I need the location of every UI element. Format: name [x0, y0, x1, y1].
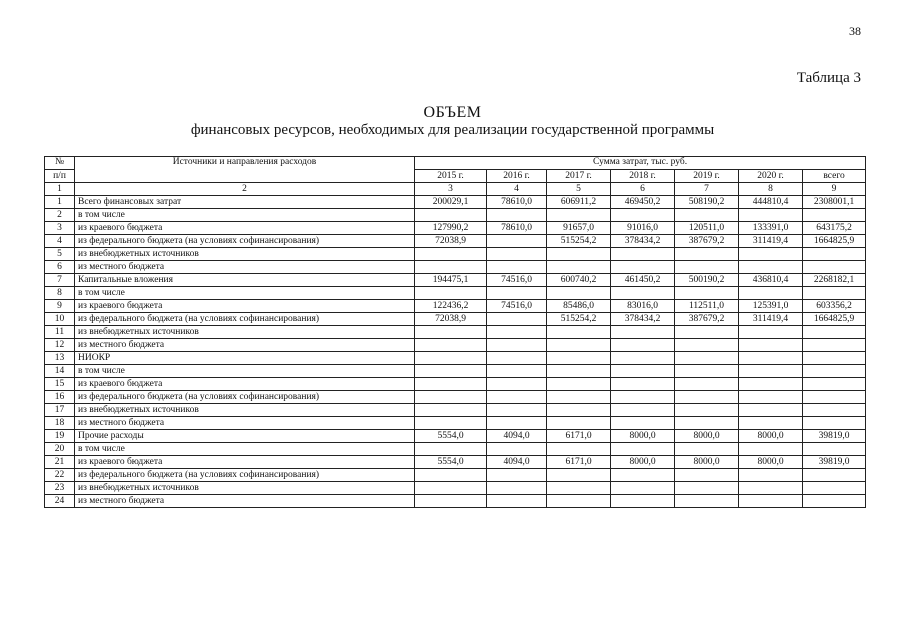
- row-year-value: [547, 391, 611, 404]
- row-number: 6: [45, 261, 75, 274]
- row-year-value: 78610,0: [487, 196, 547, 209]
- row-year-value: [675, 261, 739, 274]
- row-year-value: 8000,0: [739, 456, 803, 469]
- col-number: 3: [415, 183, 487, 196]
- row-total-value: [803, 378, 866, 391]
- col-number: 9: [803, 183, 866, 196]
- row-number: 14: [45, 365, 75, 378]
- row-year-value: [547, 495, 611, 508]
- row-label: из краевого бюджета: [75, 222, 415, 235]
- row-year-value: [547, 482, 611, 495]
- row-total-value: [803, 391, 866, 404]
- row-year-value: [487, 209, 547, 222]
- row-total-value: [803, 469, 866, 482]
- row-year-value: [675, 209, 739, 222]
- row-year-value: [611, 378, 675, 391]
- row-number: 21: [45, 456, 75, 469]
- row-number: 9: [45, 300, 75, 313]
- row-year-value: [487, 261, 547, 274]
- row-year-value: 378434,2: [611, 313, 675, 326]
- header-col-numbers: [45, 183, 866, 196]
- header-num-pp: п/п: [45, 170, 75, 183]
- header-year: 2019 г.: [675, 170, 739, 183]
- table-row: [45, 469, 866, 482]
- header-sources: Источники и направления расходов: [75, 157, 415, 183]
- row-total-value: 643175,2: [803, 222, 866, 235]
- row-label: из федерального бюджета (на условиях софинансирования): [75, 313, 415, 326]
- row-label: из местного бюджета: [75, 417, 415, 430]
- row-year-value: 311419,4: [739, 235, 803, 248]
- row-total-value: [803, 443, 866, 456]
- row-number: 23: [45, 482, 75, 495]
- row-number: 4: [45, 235, 75, 248]
- row-total-value: [803, 404, 866, 417]
- document-subtitle: финансовых ресурсов, необходимых для реализации государственной программы: [190, 122, 715, 138]
- row-year-value: [487, 495, 547, 508]
- row-year-value: [547, 261, 611, 274]
- row-year-value: [547, 339, 611, 352]
- row-year-value: [675, 378, 739, 391]
- row-year-value: [415, 391, 487, 404]
- page-number: 38: [849, 24, 861, 38]
- row-label: Всего финансовых затрат: [75, 196, 415, 209]
- row-year-value: 606911,2: [547, 196, 611, 209]
- table-row: [45, 248, 866, 261]
- row-label: в том числе: [75, 365, 415, 378]
- row-year-value: [415, 469, 487, 482]
- row-label: из федерального бюджета (на условиях софинансирования): [75, 391, 415, 404]
- row-year-value: 127990,2: [415, 222, 487, 235]
- row-year-value: [739, 443, 803, 456]
- row-year-value: 125391,0: [739, 300, 803, 313]
- row-label: из внебюджетных источников: [75, 404, 415, 417]
- row-total-value: [803, 248, 866, 261]
- row-total-value: 39819,0: [803, 456, 866, 469]
- row-year-value: [487, 404, 547, 417]
- row-total-value: 1664825,9: [803, 313, 866, 326]
- row-year-value: [547, 404, 611, 417]
- row-number: 15: [45, 378, 75, 391]
- row-number: 1: [45, 196, 75, 209]
- row-year-value: [547, 365, 611, 378]
- row-year-value: [487, 417, 547, 430]
- table-row: [45, 274, 866, 287]
- row-total-value: 2308001,1: [803, 196, 866, 209]
- row-year-value: [739, 352, 803, 365]
- row-year-value: 387679,2: [675, 313, 739, 326]
- row-year-value: [675, 443, 739, 456]
- row-year-value: [487, 365, 547, 378]
- row-year-value: [739, 378, 803, 391]
- col-number: 1: [45, 183, 75, 196]
- row-year-value: [739, 417, 803, 430]
- row-number: 19: [45, 430, 75, 443]
- row-year-value: [415, 417, 487, 430]
- row-year-value: 311419,4: [739, 313, 803, 326]
- row-year-value: [415, 261, 487, 274]
- row-year-value: 6171,0: [547, 456, 611, 469]
- table-caption: Таблица 3: [796, 70, 861, 86]
- row-year-value: [415, 365, 487, 378]
- row-year-value: [547, 248, 611, 261]
- table-row: [45, 261, 866, 274]
- row-year-value: [547, 326, 611, 339]
- row-year-value: [487, 469, 547, 482]
- row-year-value: [415, 404, 487, 417]
- row-year-value: [675, 469, 739, 482]
- row-year-value: [611, 443, 675, 456]
- row-number: 16: [45, 391, 75, 404]
- row-year-value: 122436,2: [415, 300, 487, 313]
- table-row: [45, 326, 866, 339]
- row-total-value: [803, 365, 866, 378]
- table-row: [45, 443, 866, 456]
- row-year-value: [487, 248, 547, 261]
- row-year-value: [675, 495, 739, 508]
- row-year-value: 6171,0: [547, 430, 611, 443]
- row-year-value: [415, 482, 487, 495]
- row-year-value: [487, 287, 547, 300]
- row-year-value: 8000,0: [675, 456, 739, 469]
- row-label: из внебюджетных источников: [75, 482, 415, 495]
- row-year-value: [487, 391, 547, 404]
- row-year-value: 72038,9: [415, 313, 487, 326]
- table-row: [45, 495, 866, 508]
- row-year-value: 378434,2: [611, 235, 675, 248]
- row-number: 12: [45, 339, 75, 352]
- row-year-value: [739, 365, 803, 378]
- row-year-value: [739, 404, 803, 417]
- row-year-value: [547, 287, 611, 300]
- row-year-value: [611, 391, 675, 404]
- row-number: 20: [45, 443, 75, 456]
- row-label: из местного бюджета: [75, 339, 415, 352]
- row-year-value: [675, 417, 739, 430]
- row-year-value: 91016,0: [611, 222, 675, 235]
- table-row: [45, 313, 866, 326]
- row-year-value: [675, 248, 739, 261]
- row-total-value: 39819,0: [803, 430, 866, 443]
- row-total-value: 603356,2: [803, 300, 866, 313]
- row-year-value: [739, 248, 803, 261]
- row-year-value: [675, 287, 739, 300]
- row-year-value: [739, 391, 803, 404]
- row-year-value: 78610,0: [487, 222, 547, 235]
- row-year-value: [415, 326, 487, 339]
- row-total-value: [803, 482, 866, 495]
- row-year-value: [611, 339, 675, 352]
- row-label: из внебюджетных источников: [75, 248, 415, 261]
- row-label: из местного бюджета: [75, 261, 415, 274]
- row-year-value: [739, 209, 803, 222]
- col-number: 6: [611, 183, 675, 196]
- row-year-value: 4094,0: [487, 430, 547, 443]
- row-year-value: 120511,0: [675, 222, 739, 235]
- row-year-value: 83016,0: [611, 300, 675, 313]
- row-total-value: [803, 339, 866, 352]
- row-total-value: [803, 209, 866, 222]
- header-year: 2018 г.: [611, 170, 675, 183]
- row-year-value: 461450,2: [611, 274, 675, 287]
- row-total-value: [803, 417, 866, 430]
- row-year-value: [547, 352, 611, 365]
- row-total-value: [803, 261, 866, 274]
- row-year-value: [611, 482, 675, 495]
- row-year-value: 436810,4: [739, 274, 803, 287]
- table-row: [45, 287, 866, 300]
- row-year-value: [415, 248, 487, 261]
- row-label: Прочие расходы: [75, 430, 415, 443]
- row-year-value: [611, 352, 675, 365]
- row-label: Капитальные вложения: [75, 274, 415, 287]
- row-year-value: 8000,0: [739, 430, 803, 443]
- header-num: №: [45, 157, 75, 170]
- table-row: [45, 417, 866, 430]
- row-year-value: 600740,2: [547, 274, 611, 287]
- row-year-value: [675, 391, 739, 404]
- table-row: [45, 235, 866, 248]
- row-year-value: [415, 443, 487, 456]
- header-year: 2016 г.: [487, 170, 547, 183]
- row-number: 17: [45, 404, 75, 417]
- row-year-value: 8000,0: [611, 456, 675, 469]
- row-year-value: 515254,2: [547, 235, 611, 248]
- table-row: [45, 456, 866, 469]
- row-year-value: [487, 378, 547, 391]
- row-year-value: [487, 339, 547, 352]
- row-year-value: [487, 443, 547, 456]
- row-number: 7: [45, 274, 75, 287]
- row-number: 2: [45, 209, 75, 222]
- row-year-value: 91657,0: [547, 222, 611, 235]
- row-label: из федерального бюджета (на условиях софинансирования): [75, 235, 415, 248]
- row-year-value: 5554,0: [415, 456, 487, 469]
- financing-table: [44, 156, 866, 508]
- table-row: [45, 209, 866, 222]
- table-row: [45, 222, 866, 235]
- col-number: 5: [547, 183, 611, 196]
- header-sum: Сумма затрат, тыс. руб.: [415, 157, 866, 170]
- header-total: всего: [803, 170, 866, 183]
- row-year-value: [611, 261, 675, 274]
- row-year-value: [611, 365, 675, 378]
- row-year-value: [739, 339, 803, 352]
- row-year-value: [415, 339, 487, 352]
- col-number: 7: [675, 183, 739, 196]
- row-year-value: [547, 209, 611, 222]
- table-body: [45, 196, 866, 508]
- row-year-value: 74516,0: [487, 274, 547, 287]
- row-year-value: [487, 235, 547, 248]
- row-label: из местного бюджета: [75, 495, 415, 508]
- row-number: 8: [45, 287, 75, 300]
- row-year-value: [415, 495, 487, 508]
- row-number: 24: [45, 495, 75, 508]
- table-row: [45, 404, 866, 417]
- row-total-value: [803, 326, 866, 339]
- row-label: из внебюджетных источников: [75, 326, 415, 339]
- row-year-value: 515254,2: [547, 313, 611, 326]
- row-year-value: [739, 261, 803, 274]
- row-number: 13: [45, 352, 75, 365]
- row-year-value: [611, 495, 675, 508]
- row-total-value: [803, 287, 866, 300]
- col-number: 8: [739, 183, 803, 196]
- row-year-value: [739, 469, 803, 482]
- row-label: из краевого бюджета: [75, 456, 415, 469]
- table-row: [45, 391, 866, 404]
- row-label: из федерального бюджета (на условиях софинансирования): [75, 469, 415, 482]
- header-year: 2017 г.: [547, 170, 611, 183]
- row-year-value: 5554,0: [415, 430, 487, 443]
- row-label: в том числе: [75, 443, 415, 456]
- row-total-value: 2268182,1: [803, 274, 866, 287]
- row-year-value: 112511,0: [675, 300, 739, 313]
- row-year-value: [675, 326, 739, 339]
- row-label: из краевого бюджета: [75, 378, 415, 391]
- row-year-value: [611, 248, 675, 261]
- table-row: [45, 482, 866, 495]
- row-year-value: [739, 482, 803, 495]
- row-total-value: [803, 352, 866, 365]
- row-year-value: [547, 417, 611, 430]
- table-row: [45, 196, 866, 209]
- row-year-value: [611, 209, 675, 222]
- row-number: 5: [45, 248, 75, 261]
- row-year-value: [547, 469, 611, 482]
- row-year-value: 500190,2: [675, 274, 739, 287]
- row-year-value: [675, 339, 739, 352]
- row-year-value: [547, 378, 611, 391]
- row-year-value: 444810,4: [739, 196, 803, 209]
- row-year-value: [415, 352, 487, 365]
- row-label: в том числе: [75, 287, 415, 300]
- row-year-value: 74516,0: [487, 300, 547, 313]
- row-label: НИОКР: [75, 352, 415, 365]
- row-year-value: [675, 482, 739, 495]
- document-title: ОБЪЕМ: [423, 104, 482, 121]
- row-year-value: 508190,2: [675, 196, 739, 209]
- row-year-value: [675, 352, 739, 365]
- table-row: [45, 365, 866, 378]
- row-year-value: 8000,0: [675, 430, 739, 443]
- row-number: 22: [45, 469, 75, 482]
- row-year-value: [487, 326, 547, 339]
- row-year-value: [487, 482, 547, 495]
- table-row: [45, 430, 866, 443]
- row-year-value: [611, 326, 675, 339]
- table-row: [45, 339, 866, 352]
- header-year: 2015 г.: [415, 170, 487, 183]
- row-year-value: [415, 378, 487, 391]
- row-year-value: [739, 287, 803, 300]
- col-number: 2: [75, 183, 415, 196]
- row-year-value: [487, 313, 547, 326]
- row-year-value: [611, 417, 675, 430]
- row-year-value: 387679,2: [675, 235, 739, 248]
- header-year: 2020 г.: [739, 170, 803, 183]
- row-label: в том числе: [75, 209, 415, 222]
- row-year-value: 85486,0: [547, 300, 611, 313]
- row-year-value: 72038,9: [415, 235, 487, 248]
- row-year-value: [415, 209, 487, 222]
- row-year-value: 8000,0: [611, 430, 675, 443]
- col-number: 4: [487, 183, 547, 196]
- row-year-value: [611, 469, 675, 482]
- row-year-value: [487, 352, 547, 365]
- row-year-value: 4094,0: [487, 456, 547, 469]
- row-year-value: [739, 326, 803, 339]
- row-year-value: [675, 404, 739, 417]
- row-total-value: [803, 495, 866, 508]
- row-year-value: [675, 365, 739, 378]
- header-row-1: [45, 157, 866, 170]
- row-year-value: 133391,0: [739, 222, 803, 235]
- row-label: из краевого бюджета: [75, 300, 415, 313]
- row-year-value: [611, 287, 675, 300]
- row-number: 3: [45, 222, 75, 235]
- row-number: 11: [45, 326, 75, 339]
- row-year-value: [739, 495, 803, 508]
- row-year-value: 200029,1: [415, 196, 487, 209]
- row-total-value: 1664825,9: [803, 235, 866, 248]
- row-number: 10: [45, 313, 75, 326]
- row-year-value: [547, 443, 611, 456]
- table-row: [45, 352, 866, 365]
- table-row: [45, 300, 866, 313]
- table-row: [45, 378, 866, 391]
- row-year-value: 469450,2: [611, 196, 675, 209]
- row-year-value: 194475,1: [415, 274, 487, 287]
- row-year-value: [611, 404, 675, 417]
- row-number: 18: [45, 417, 75, 430]
- row-year-value: [415, 287, 487, 300]
